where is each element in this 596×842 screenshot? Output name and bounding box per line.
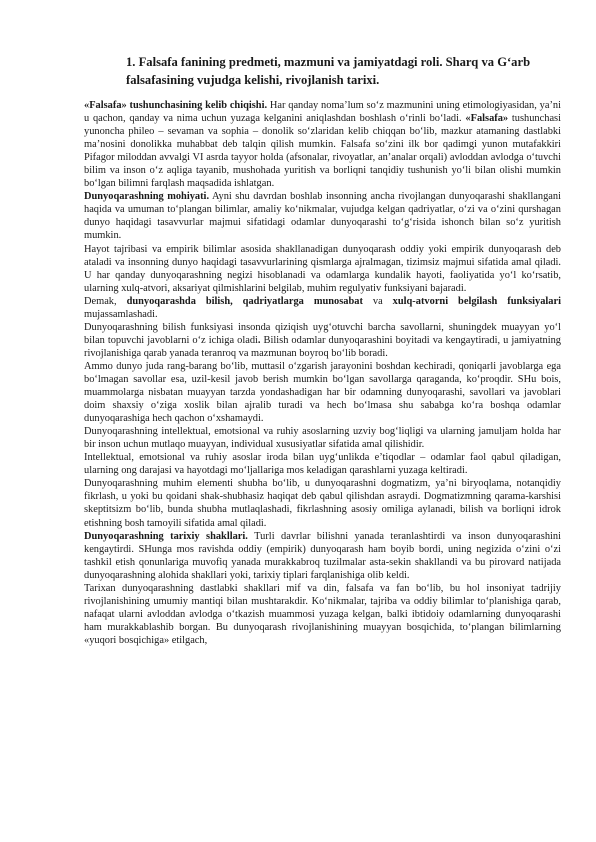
paragraph-text: Dunyoqarashning intellektual, emotsional va ruhiy asoslarning uzviy bog‘liqligi va ularning jamuljam holda har bir inson uchun mutlaqo muayyan, individual xususiyatlar sifatida amal qilishidir. [84, 426, 561, 451]
paragraph-text: Bilish odamlar dunyoqarashini boyitadi va kengaytiradi, u jamiyatning rivojlanishiga qarab yanada teranroq va mazmunan boyroq bo‘lib boradi. [84, 334, 561, 359]
paragraph-doubt [84, 477, 561, 529]
paragraph-lead: Dunyoqarashning mohiyati. [84, 191, 210, 203]
document-body [84, 99, 561, 647]
paragraph-text: va [362, 295, 393, 307]
paragraph-text: tushunchasi yunoncha phileo – sevaman va sophia – donolik so‘zlaridan kelib chiqqan bo‘lib, mazkur atamaning dastlabki ma’nosini donolikka muhabbat deb talqin qilish mumkin. Falsafa so‘zini ilk bor qadimgi yunon mutafakkiri Pifagor miloddan avvalgi VI asrda tayyor holda (afsonalar, rivoyatlar, an’analar orqali) avloddan avlodga o‘tuvchi bilim va inson o‘z aqliga tayanib, mushohada yuritish va borliqni tanqidiy tushunish yo‘li bilan olishi mumkin bo‘lgan bilimni farqlash maqsadida ishlatgan. [84, 113, 561, 190]
paragraph-text: Ammo dunyo juda rang-barang bo‘lib, muttasil o‘zgarish jarayonini boshdan kechiradi, qoniqarli javoblarga ega bo‘lmagan savollar esa, uzil-kesil javob berish mumkin bo‘lgan savollarga qaraganda, ko‘proqdir. SHu bois, muammolarga nisbatan muayyan tarzda yondashadigan har bir odamning dunyoqarashi, savollari va javoblari doim shaxsiy o‘ziga xoslik bilan ajralib turadi va hech bo‘lmasa shu sababga ko‘ra boshqa odamlar dunyoqarashiga hech qachon o‘xshamaydi. [84, 360, 561, 425]
paragraph-text: Ayni shu davrdan boshlab insonning ancha rivojlangan dunyoqarashi shakllangani haqida va umuman to‘plangan bilimlar, amaliy ko‘nikmalar, vujudga kelgan qadriyatlar, o‘zi va o‘zini qurshagan dunyo haqidagi tasavvurlar majmui sifatidagi odamlar dunyoqarashi to‘g‘risida ishonch bilan so‘z yuritish mumkin. [84, 191, 561, 242]
paragraph-text: Dunyoqarashning bilish funksiyasi insonda qiziqish uyg‘otuvchi barcha savollarni, shuningdek muayyan yo‘l bilan topuvchi javoblarni o‘z ichiga oladi [84, 321, 561, 346]
paragraph-early-forms [84, 582, 561, 647]
paragraph-term: . [257, 334, 261, 346]
paragraph-term: xulq-atvorni belgilash funksiyalari [392, 295, 561, 307]
paragraph-term: dunyoqarashda bilish, qadriyatlarga munosabat [126, 295, 363, 307]
paragraph-text: Tarixan dunyoqarashning dastlabki shakllari mif va din, falsafa va fan bo‘lib, bu hol insoniyat tadrijiy rivojlanishining umumiy mantiqi bilan mushtarakdir. Ko‘nikmalar, tajriba va oddiy bilimlar to‘planishiga qarab, nafaqat ularni avloddan avlodga o‘tkazish muammosi yuzaga kelgan, balki ibtidoiy odamlarning dunyoqarashi ham murakkablashib borgan. Bu dunyoqarash rivojlanishining muayyan bosqichida, to‘plangan bilimlarning «yuqori bosqichiga» etilgach, [84, 582, 561, 646]
paragraph-lead: «Falsafa» tushunchasining kelib chiqishi. [84, 100, 268, 111]
paragraph-empirical-worldview [84, 243, 561, 295]
page-title: 1. Falsafa fanining predmeti, mazmuni va jamiyatdagi roli. Sharq va G‘arb falsafasining vujudga kelishi, rivojlanish tarixi. [126, 55, 531, 87]
paragraph-text: Har qanday noma’lum so‘z mazmunini uning etimologiyasidan, ya’ni u qachon, qanday va nima uchun yuzaga kelganini aniqlashdan boshlash o‘rinli bo‘ladi. [84, 100, 561, 125]
paragraph-text: Intellektual, emotsional va ruhiy asoslar iroda bilan uyg‘unlikda e’tiqodlar – odamlar faol qabul qiladigan, ularning ong darajasi va hayotdagi mo‘ljallariga mos keladigan qarashlarni yuzaga keltiradi. [84, 452, 561, 477]
paragraph-worldview-functions [84, 295, 561, 321]
paragraph-text: Demak, [84, 295, 127, 307]
paragraph-diverse-world [84, 360, 561, 425]
paragraph-term: «Falsafa» [465, 113, 509, 125]
paragraph-beliefs [84, 451, 561, 477]
paragraph-cognitive-function [84, 321, 561, 360]
paragraph-foundations [84, 425, 561, 451]
paragraph-text: Hayot tajribasi va empirik bilimlar asosida shakllanadigan dunyoqarash oddiy yoki empirik dunyoqarash deb ataladi va insonning dunyo haqidagi tasavvurlarining qismlarga ajralmagan, tizimsiz majmui sifatida amal qiladi. U har qanday dunyoqarashning negizi hisoblanadi va odamlarga kundalik hayoti, faoliyatida yo‘l ko‘rsatib, ularning xulq-atvori, aksariyat qilmishlarini belgilab, muhim regulyativ funksiyani bajaradi. [84, 243, 561, 294]
paragraph-text: mujassamlashadi. [84, 308, 158, 320]
paragraph-lead: Dunyoqarashning tarixiy shakllari. [84, 530, 248, 542]
paragraph-falsafa-origin [84, 99, 561, 190]
paragraph-text: Turli davrlar bilishni yanada teranlashtirdi va inson dunyoqarashini kengaytirdi. SHunga mos ravishda oddiy (empirik) dunyoqarash ham boyib bordi, uning negizida o‘zini o‘zi tashkil etish qonunlariga muvofiq yanada murakkabroq tuzilmalar asta-sekin shakllandi va bu pirovard natijada dunyoqarashning alohida shakllari yoki, tarixiy tiplari farqlanishiga olib keldi. [84, 530, 561, 581]
paragraph-worldview-essence [84, 190, 561, 242]
paragraph-historical-forms [84, 530, 561, 582]
paragraph-text: Dunyoqarashning muhim elementi shubha bo‘lib, u dunyoqarashni dogmatizm, ya’ni biryoqlama, notanqidiy fikrlash, u yoki bu qoidani shak-shubhasiz haqiqat deb qabul qilishdan asraydi. Dogmatizmning qarama-karshisi skeptitsizm bo‘lib, bunda shubha mutlaqlashadi, fikrlashning asosiy omiliga aylanadi, bilish va borliqni idrok etishning bosh tamoyili sifatida amal qiladi. [84, 478, 561, 529]
